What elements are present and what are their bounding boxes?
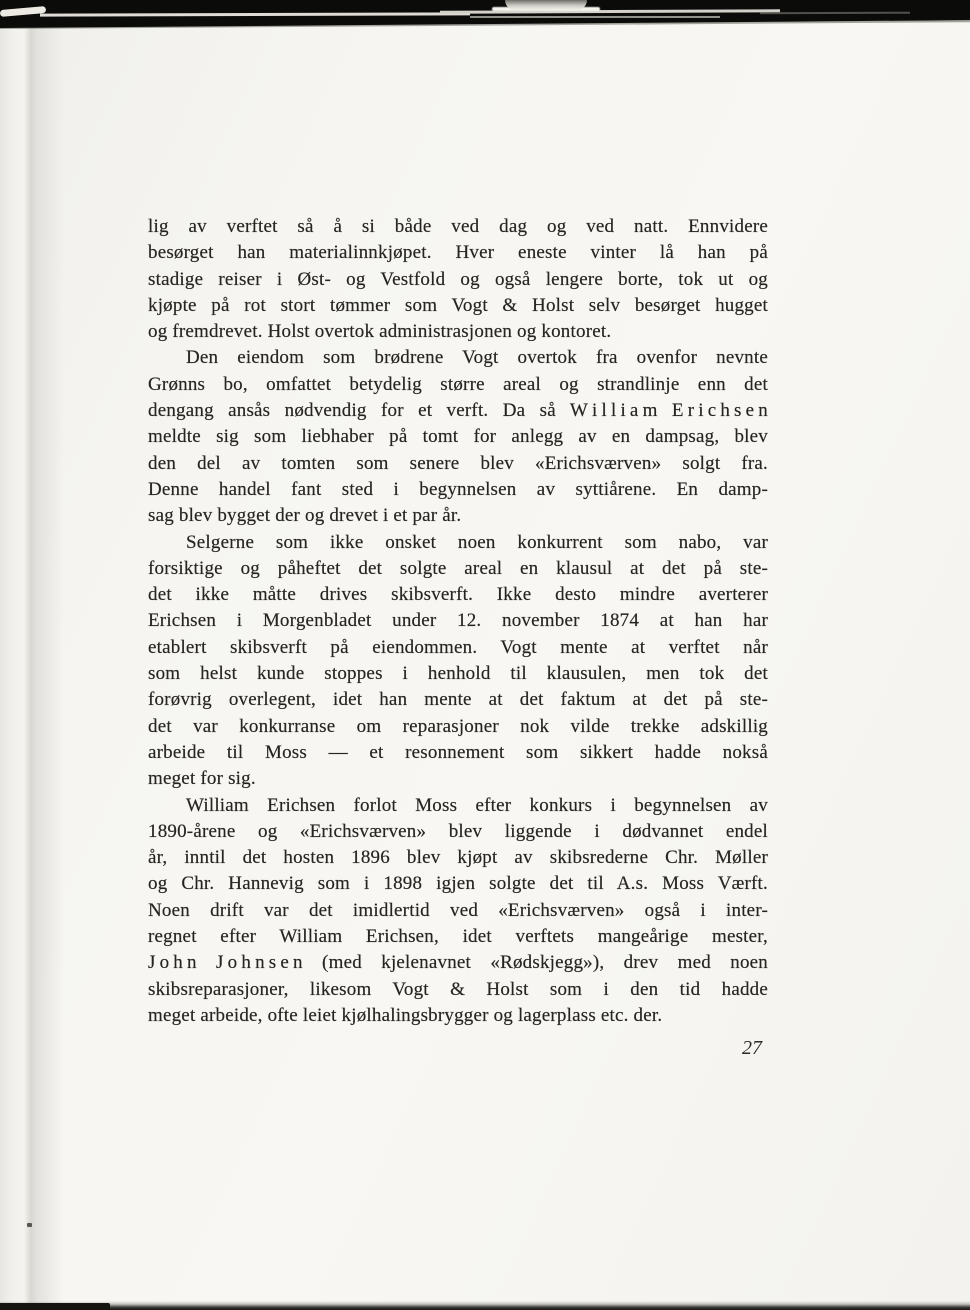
paragraph [148,530,768,793]
paragraph [148,793,768,1030]
text-line: den del av tomten som senere blev «Erichsværven» solgt fra. [148,452,768,474]
text-line: og fremdrevet. Holst overtok administrasjonen og kontoret. [148,321,612,343]
text-line: som helst kunde stoppes i henhold til klausulen, men tok det [148,663,768,685]
paragraph [148,345,768,529]
text-line: dengang ansås nødvendig for et verft. Da så W i l l i a m E r i c h s e n [148,400,768,422]
book-gutter-shadow [0,0,64,1310]
scan-streak [470,16,720,18]
scan-artifact-blob [505,0,587,10]
text-line: Grønns bo, omfattet betydelig større areal og strandlinje enn det [148,373,768,395]
text-line: forøvrig overlegent, idet han mente at det faktum at det på ste- [148,689,768,711]
text-line: etablert skibsverft på eiendommen. Vogt mente at verftet når [148,636,768,658]
text-line: Erichsen i Morgenbladet under 12. november 1874 at han har [148,610,768,632]
text-line: stadige reiser i Øst- og Vestfold og også lengere borte, tok ut og [148,268,768,290]
scan-bottom-edge [0,1301,970,1310]
text-line: sag blev bygget der og drevet i et par år. [148,505,462,527]
text-line: lig av verftet så å si både ved dag og ved natt. Ennvidere [148,216,768,237]
text-line: kjøpte på rot stort tømmer som Vogt & Holst selv besørget hugget [148,294,768,316]
text-line: skibsreparasjoner, likesom Vogt & Holst som i den tid hadde [148,978,768,1000]
text-line: Denne handel fant sted i begynnelsen av syttiårene. En damp- [148,478,768,500]
text-line: regnet efter William Erichsen, idet verftets mangeårige mester, [148,926,768,948]
text-line: meget arbeide, ofte leiet kjølhalingsbrygger og lagerplass etc. der. [148,1004,663,1026]
text-line: og Chr. Hannevig som i 1898 igjen solgte det til A.s. Moss Værft. [148,873,768,895]
page-number: 27 [742,1037,762,1059]
text-line: år, inntil det hosten 1896 blev kjøpt av skibsrederne Chr. Møller [148,847,768,869]
text-line: Noen drift var det imidlertid ved «Erichsværven» også i inter- [148,899,768,921]
text-line: 1890-årene og «Erichsværven» blev liggende i dødvannet endel [148,820,768,842]
text-line: meget for sig. [148,768,256,790]
text-line: besørget han materialinnkjøpet. Hver eneste vinter lå han på [148,242,768,264]
paragraph [148,214,768,345]
text-line: Den eiendom som brødrene Vogt overtok fra ovenfor nevnte [186,347,768,369]
text-line: arbeide til Moss — et resonnement som sikkert hadde nokså [148,741,768,763]
text-line: det ikke måtte drives skibsverft. Ikke desto mindre averterer [148,584,768,606]
text-line: Selgerne som ikke onsket noen konkurrent som nabo, var [186,531,768,553]
text-line: forsiktige og påheftet det solgte areal en klausul at det på ste- [148,557,768,579]
dust-speck [27,1223,32,1227]
text-block [148,214,768,1029]
text-line: J o h n J o h n s e n (med kjelenavnet «Rødskjegg»), drev med noen [148,952,768,974]
text-line: meldte sig som liebhaber på tomt for anlegg av en dampsag, blev [148,426,768,448]
text-line: det var konkurranse om reparasjoner nok vilde trekke adskillig [148,715,768,737]
text-line: William Erichsen forlot Moss efter konkurs i begynnelsen av [186,794,768,816]
